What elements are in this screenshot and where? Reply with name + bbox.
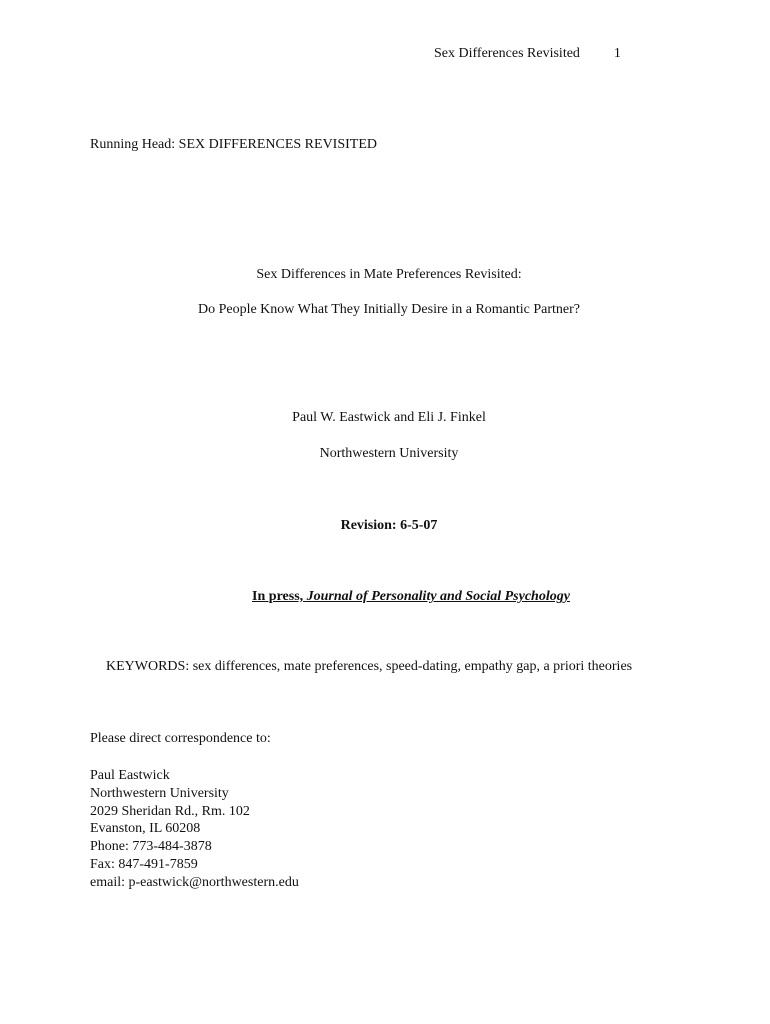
contact-street: 2029 Sheridan Rd., Rm. 102 bbox=[90, 803, 250, 819]
paper-title-line-2: Do People Know What They Initially Desire in a Romantic Partner? bbox=[197, 302, 581, 317]
author-list: Paul W. Eastwick and Eli J. Finkel bbox=[292, 410, 486, 425]
journal-name: Journal of Personality and Social Psychology bbox=[306, 589, 570, 604]
contact-fax: Fax: 847-491-7859 bbox=[90, 856, 198, 872]
running-head: Running Head: SEX DIFFERENCES REVISITED bbox=[90, 137, 377, 152]
contact-name: Paul Eastwick bbox=[90, 768, 170, 783]
page-number: 1 bbox=[613, 46, 621, 61]
affiliation: Northwestern University bbox=[319, 446, 459, 461]
contact-phone: Phone: 773-484-3878 bbox=[90, 839, 212, 855]
contact-email: email: p-eastwick@northwestern.edu bbox=[90, 874, 299, 890]
contact-city: Evanston, IL 60208 bbox=[90, 821, 201, 837]
paper-title-line-1: Sex Differences in Mate Preferences Revisited: bbox=[256, 267, 522, 282]
publication-status bbox=[22, 589, 770, 605]
header-short-title: Sex Differences Revisited bbox=[434, 46, 580, 61]
contact-address bbox=[90, 767, 299, 892]
correspondence-label: Please direct correspondence to: bbox=[90, 731, 271, 746]
keywords: KEYWORDS: sex differences, mate preferences, speed-dating, empathy gap, a priori theories bbox=[106, 659, 633, 674]
revision-date: Revision: 6-5-07 bbox=[340, 518, 438, 533]
contact-institution: Northwestern University bbox=[90, 785, 229, 801]
press-prefix: In press, bbox=[252, 589, 307, 604]
page-header bbox=[434, 46, 621, 62]
